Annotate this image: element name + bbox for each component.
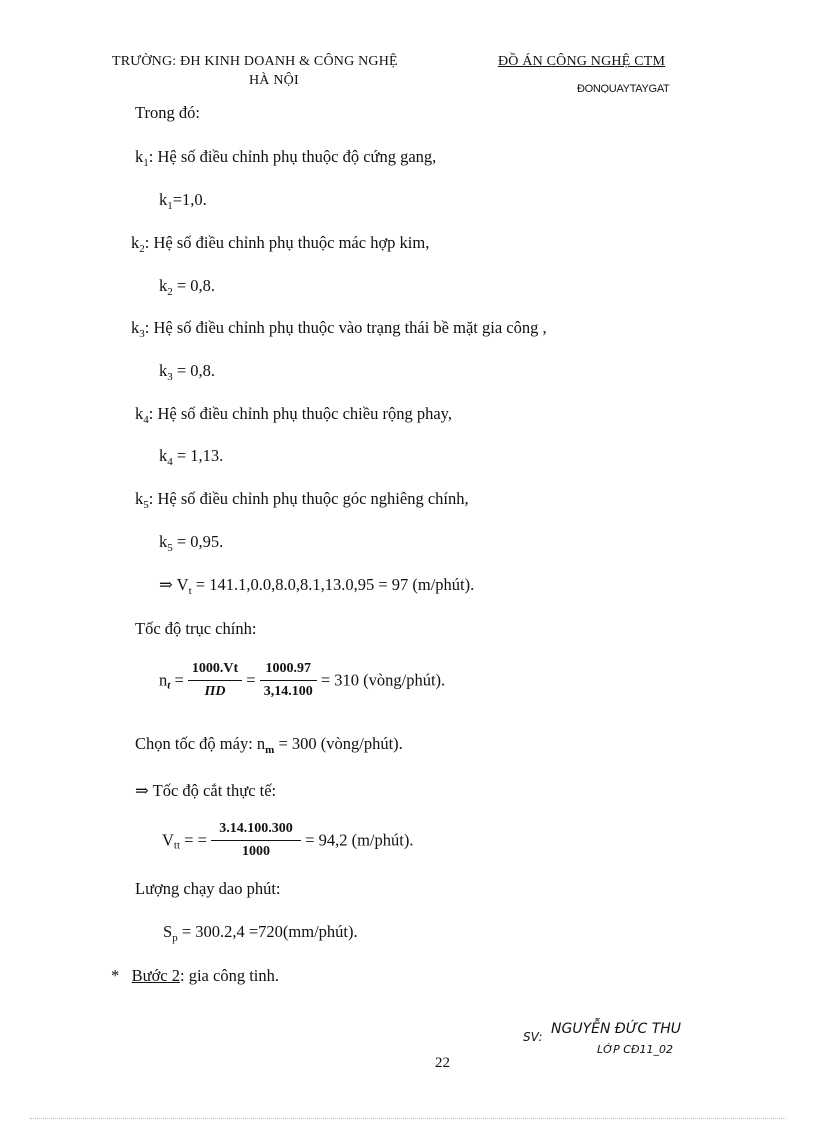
intro-text: Trong đó: [135, 103, 200, 122]
page-number: 22 [435, 1055, 450, 1071]
k2-definition: $k_2$: Hệ số điều chỉnh phụ thuộc mác hợp kim, [131, 233, 430, 255]
nt-fraction-1: $\frac{1000.Vt}{\Pi D}$ [188, 661, 242, 700]
k1-definition: $k_1$: Hệ số điều chỉnh phụ thuộc độ cứng gang, [135, 147, 437, 169]
feed-rate-heading: Lượng chạy dao phút: [135, 879, 281, 898]
nt-fraction-2: $\frac{1000.97}{3,14.100}$ [260, 661, 317, 700]
vtt-fraction: $\frac{3.14.100.300}{1000}$ [211, 821, 301, 860]
class-name: LỚP CĐ11_02 [597, 1043, 674, 1056]
school-name: TRƯỜNG: ĐH KINH DOANH & CÔNG NGHỆ [112, 54, 398, 69]
school-city: HÀ NỘI [249, 73, 299, 88]
vtt-formula: $V_{tt}$ = = $\frac{3.14.100.300}{1000}$ = 94,2 (m/phút). [162, 821, 414, 859]
bottom-divider [30, 1118, 786, 1119]
student-name: NGUYỄN ĐỨC THU [551, 1021, 682, 1037]
k2-value: $k_2 = 0,8$. [159, 276, 216, 298]
project-subtitle: ĐỒNQUAYTAYGAT [577, 84, 670, 93]
sp-formula: $S_p = 300.2,4$ =720(mm/phút). [163, 922, 358, 944]
machine-speed-selection: Chọn tốc độ máy: $n_m = 300$ (vòng/phút). [135, 734, 403, 756]
k5-definition: $k_5$: Hệ số điều chỉnh phụ thuộc góc nghiêng chính, [135, 489, 469, 511]
k4-value: $k_4 = 1,13$. [159, 446, 224, 468]
spindle-speed-heading: Tốc độ trục chính: [135, 619, 257, 638]
vt-formula: ⇒ $V_t = 141.1,0.0,8.0,8.1,13.0,95 = 97$ (m/phút). [159, 575, 475, 597]
bullet-icon: * [111, 966, 120, 985]
k3-definition: $k_3$: Hệ số điều chỉnh phụ thuộc vào trạng thái bề mặt gia công , [131, 318, 547, 340]
k3-value: $k_3 = 0,8$. [159, 361, 216, 383]
actual-cutting-speed-heading: ⇒ Tốc độ cắt thực tế: [135, 781, 277, 800]
step-2: * Bước 2: gia công tinh. [111, 966, 279, 985]
k4-definition: $k_4$: Hệ số điều chỉnh phụ thuộc chiều rộng phay, [135, 404, 452, 426]
k5-value: $k_5 = 0,95$. [159, 532, 224, 554]
sv-label: SV: [523, 1030, 543, 1044]
nt-formula: $n_t$ = $\frac{1000.Vt}{\Pi D}$ = $\frac{1000.97}{3,14.100}$ = 310 (vòng/phút). [159, 661, 446, 699]
project-title: ĐỒ ÁN CÔNG NGHỆ CTM [498, 54, 666, 69]
k1-value: $k_1=1,0$. [159, 190, 207, 212]
